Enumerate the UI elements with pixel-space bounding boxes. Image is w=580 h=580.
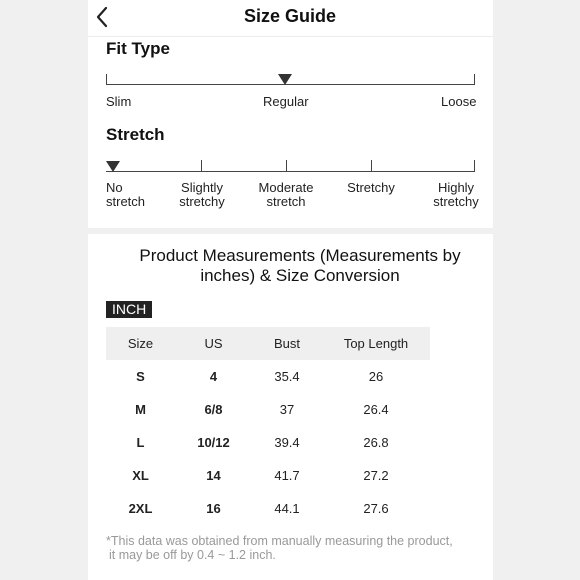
cell-us: 4	[209, 369, 218, 384]
stretch-label-no-line2: stretch	[106, 194, 146, 209]
cell-bust: 35.4	[274, 369, 300, 384]
stretch-tick-highly	[474, 160, 475, 171]
stretch-label-stretchy-line1: Stretchy	[347, 180, 395, 195]
unit-badge-inch[interactable]: INCH	[106, 301, 152, 318]
fit-label-regular: Regular	[263, 94, 309, 109]
table-row	[106, 492, 430, 525]
fit-tick-slim	[106, 74, 107, 85]
cell-us: 14	[206, 468, 221, 483]
size-table	[106, 327, 430, 525]
column-header-us: US	[175, 327, 252, 360]
stretch-label-moderate-line2: stretch	[266, 194, 306, 209]
fit-type-title: Fit Type	[106, 39, 170, 58]
stretch-label-stretchy	[343, 181, 399, 195]
cell-us: 16	[206, 501, 221, 516]
cell-bust: 44.1	[274, 501, 300, 516]
back-button[interactable]	[92, 2, 114, 30]
stretch-label-highly-line1: Highly	[437, 180, 475, 195]
table-row	[106, 393, 430, 426]
cell-size: L	[136, 435, 145, 450]
cell-us: 6/8	[204, 402, 223, 417]
chevron-left-icon	[92, 2, 114, 30]
size-table-header-row	[106, 327, 430, 360]
cell-top-length: 26	[368, 369, 384, 384]
stretch-selected-marker	[106, 161, 120, 172]
stretch-label-no	[106, 181, 145, 209]
cell-bust: 37	[279, 402, 295, 417]
cell-top-length: 27.2	[363, 468, 389, 483]
table-row	[106, 360, 430, 393]
stretch-tick-stretchy	[371, 160, 372, 171]
stretch-label-highly-line2: stretchy	[433, 194, 479, 209]
page-title: Size Guide	[243, 6, 337, 26]
stretch-scale-line	[106, 171, 475, 172]
stretch-label-slightly	[176, 181, 228, 209]
cell-bust: 41.7	[274, 468, 300, 483]
stretch-label-slightly-line2: stretchy	[179, 194, 225, 209]
fit-tick-loose	[474, 74, 475, 85]
stretch-label-no-line1: No	[106, 180, 123, 195]
cell-bust: 39.4	[274, 435, 300, 450]
disclaimer-line1: *This data was obtained from manually measuring the product,	[106, 534, 453, 548]
cell-top-length: 26.8	[363, 435, 389, 450]
stretch-label-slightly-line1: Slightly	[181, 180, 223, 195]
stretch-tick-moderate	[286, 160, 287, 171]
section-divider	[0, 228, 580, 234]
fit-label-slim: Slim	[106, 94, 132, 109]
table-row	[106, 459, 430, 492]
stretch-label-moderate	[256, 181, 316, 209]
column-header-bust: Bust	[252, 327, 322, 360]
cell-top-length: 26.4	[363, 402, 389, 417]
stretch-label-highly	[428, 181, 484, 209]
cell-top-length: 27.6	[363, 501, 389, 516]
measurements-heading-line1: Product Measurements (Measurements by	[139, 246, 461, 265]
column-header-size: Size	[106, 327, 175, 360]
stretch-label-moderate-line1: Moderate	[258, 180, 314, 195]
disclaimer-line2: it may be off by 0.4 ~ 1.2 inch.	[109, 548, 276, 562]
measurements-heading-line2: inches) & Size Conversion	[200, 266, 400, 285]
table-row	[106, 426, 430, 459]
fit-label-loose: Loose	[441, 94, 477, 109]
stretch-tick-slightly	[201, 160, 202, 171]
cell-size: XL	[132, 468, 149, 483]
cell-size: S	[136, 369, 145, 384]
stretch-title: Stretch	[106, 125, 165, 144]
measurements-heading	[120, 246, 480, 286]
column-header-top-length: Top Length	[322, 327, 430, 360]
cell-size: M	[135, 402, 146, 417]
cell-size: 2XL	[128, 501, 153, 516]
fit-type-selected-marker	[278, 74, 292, 85]
measurement-disclaimer	[106, 534, 486, 562]
cell-us: 10/12	[197, 435, 230, 450]
